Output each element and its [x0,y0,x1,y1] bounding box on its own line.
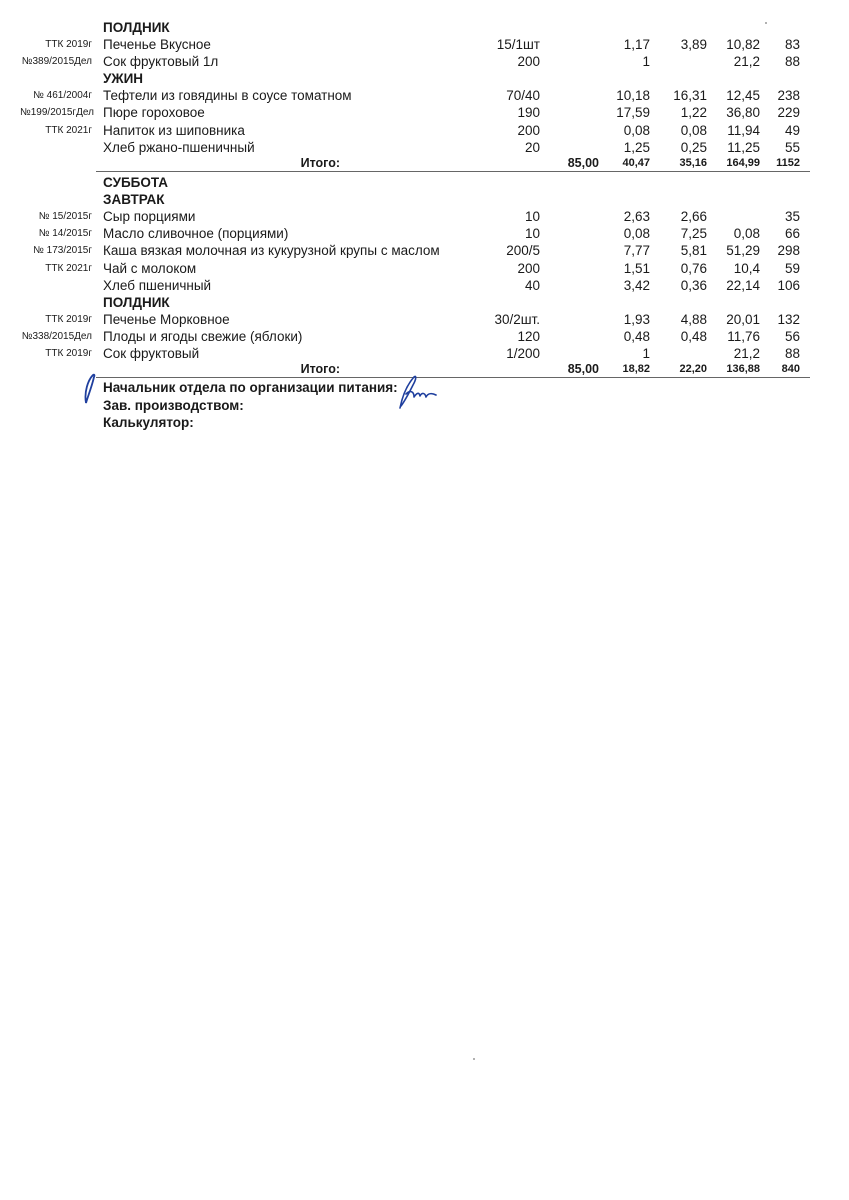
total-protein: 40,47 [622,157,650,169]
protein: 1,51 [623,261,650,276]
portion: 15/1шт [496,37,540,52]
table-row [0,104,849,121]
portion: 120 [517,329,540,344]
protein: 2,63 [623,209,650,224]
dish-name: Печенье Морковное [103,312,230,327]
portion: 10 [524,209,540,224]
carbs: 51,29 [726,243,760,258]
section-title-uzhin: УЖИН [103,71,144,86]
energy: 238 [777,88,800,103]
protein: 1 [642,346,650,361]
table-row [0,311,849,328]
table-row [0,87,849,104]
recipe-code: № 14/2015г [38,228,92,239]
scan-speck [473,1058,475,1060]
signature-calculator-label: Калькулятор: [103,415,194,430]
protein: 1,17 [623,37,650,52]
recipe-code: № 15/2015г [38,211,92,222]
table-row [0,277,849,294]
portion: 200 [517,123,540,138]
dish-name: Каша вязкая молочная из кукурузной крупы с маслом [103,243,440,258]
recipe-code: ТТК 2021г [45,125,92,136]
energy: 55 [784,140,800,155]
energy: 298 [777,243,800,258]
carbs: 20,01 [726,312,760,327]
total-energy: 1152 [776,157,800,169]
energy: 56 [784,329,800,344]
table-row [0,122,849,139]
energy: 49 [784,123,800,138]
recipe-code: ТТК 2019г [45,348,92,359]
dish-name: Плоды и ягоды свежие (яблоки) [103,329,303,344]
protein: 10,18 [616,88,650,103]
portion: 190 [517,105,540,120]
fat: 1,22 [680,105,707,120]
portion: 40 [524,278,540,293]
dish-name: Сок фруктовый 1л [103,54,219,69]
carbs: 21,2 [733,54,760,69]
portion: 20 [524,140,540,155]
carbs: 11,76 [727,329,760,344]
carbs: 11,25 [727,140,760,155]
fat: 5,81 [680,243,707,258]
table-row [0,36,849,53]
portion: 10 [524,226,540,241]
total-label: Итого: [300,156,340,170]
section-header [0,70,849,87]
portion: 1/200 [506,346,540,361]
recipe-code: ТТК 2019г [45,314,92,325]
protein: 7,77 [623,243,650,258]
protein: 3,42 [623,278,650,293]
recipe-code: №338/2015Дел [21,331,92,342]
dish-name: Напиток из шиповника [103,123,245,138]
fat: 4,88 [680,312,707,327]
dish-name: Масло сливочное (порциями) [103,226,289,241]
total-protein: 18,82 [622,363,650,375]
carbs: 12,45 [726,88,760,103]
fat: 0,48 [680,329,707,344]
protein: 1 [642,54,650,69]
portion: 200 [517,261,540,276]
dish-name: Хлеб ржано-пшеничный [103,140,255,155]
total-row [0,155,849,172]
table-row [0,225,849,242]
fat: 0,08 [680,123,707,138]
energy: 229 [777,105,800,120]
divider [96,377,810,378]
section-title-poldnik: ПОЛДНИК [103,20,170,35]
section-title-poldnik: ПОЛДНИК [103,295,170,310]
protein: 1,93 [623,312,650,327]
recipe-code: № 461/2004г [33,90,92,101]
protein: 17,59 [616,105,650,120]
energy: 66 [784,226,800,241]
section-header [0,191,849,208]
carbs: 10,82 [726,37,760,52]
dish-name: Тефтели из говядины в соусе томатном [103,88,352,103]
section-header [0,294,849,311]
day-title-subbota: СУББОТА [103,175,169,190]
carbs: 11,94 [727,123,760,138]
recipe-code: ТТК 2021г [45,263,92,274]
carbs: 36,80 [726,105,760,120]
protein: 0,08 [623,123,650,138]
total-price: 85,00 [567,156,599,170]
portion: 70/40 [506,88,540,103]
divider [96,171,810,172]
energy: 35 [784,209,800,224]
fat: 2,66 [680,209,707,224]
energy: 106 [777,278,800,293]
carbs: 10,4 [733,261,760,276]
table-row [0,328,849,345]
total-carbs: 164,99 [726,157,760,169]
table-row [0,242,849,259]
table-row [0,208,849,225]
fat: 16,31 [673,88,707,103]
total-energy: 840 [781,363,800,375]
energy: 88 [784,54,800,69]
fat: 3,89 [680,37,707,52]
fat: 0,25 [680,140,707,155]
energy: 59 [784,261,800,276]
carbs: 0,08 [733,226,760,241]
energy: 83 [784,37,800,52]
fat: 0,76 [680,261,707,276]
total-fat: 35,16 [679,157,707,169]
section-header [0,174,849,191]
total-fat: 22,20 [679,363,707,375]
signature-mark-left [78,372,102,408]
table-row [0,260,849,277]
total-price: 85,00 [567,362,599,376]
signature-production-label: Зав. производством: [103,398,244,413]
table-row [0,53,849,70]
total-carbs: 136,88 [726,363,760,375]
dish-name: Сыр порциями [103,209,196,224]
fat: 7,25 [680,226,707,241]
energy: 88 [784,346,800,361]
section-title-zavtrak: ЗАВТРАК [103,192,165,207]
carbs: 21,2 [733,346,760,361]
section-header [0,19,849,36]
signature-head-label: Начальник отдела по организации питания: [103,380,398,395]
scan-speck [765,22,767,24]
dish-name: Печенье Вкусное [103,37,211,52]
fat: 0,36 [680,278,707,293]
recipe-code: № 173/2015г [33,245,92,256]
protein: 0,48 [623,329,650,344]
carbs: 22,14 [726,278,760,293]
table-row [0,139,849,156]
recipe-code: №389/2015Дел [21,56,92,67]
portion: 200/5 [506,243,540,258]
dish-name: Пюре гороховое [103,105,205,120]
protein: 1,25 [623,140,650,155]
energy: 132 [777,312,800,327]
protein: 0,08 [623,226,650,241]
total-label: Итого: [300,362,340,376]
dish-name: Чай с молоком [103,261,197,276]
recipe-code: №199/2015гДел [20,107,94,118]
signature-mark-head [392,372,442,412]
portion: 30/2шт. [494,312,540,327]
dish-name: Сок фруктовый [103,346,200,361]
table-row [0,345,849,362]
recipe-code: ТТК 2019г [45,39,92,50]
portion: 200 [517,54,540,69]
dish-name: Хлеб пшеничный [103,278,212,293]
